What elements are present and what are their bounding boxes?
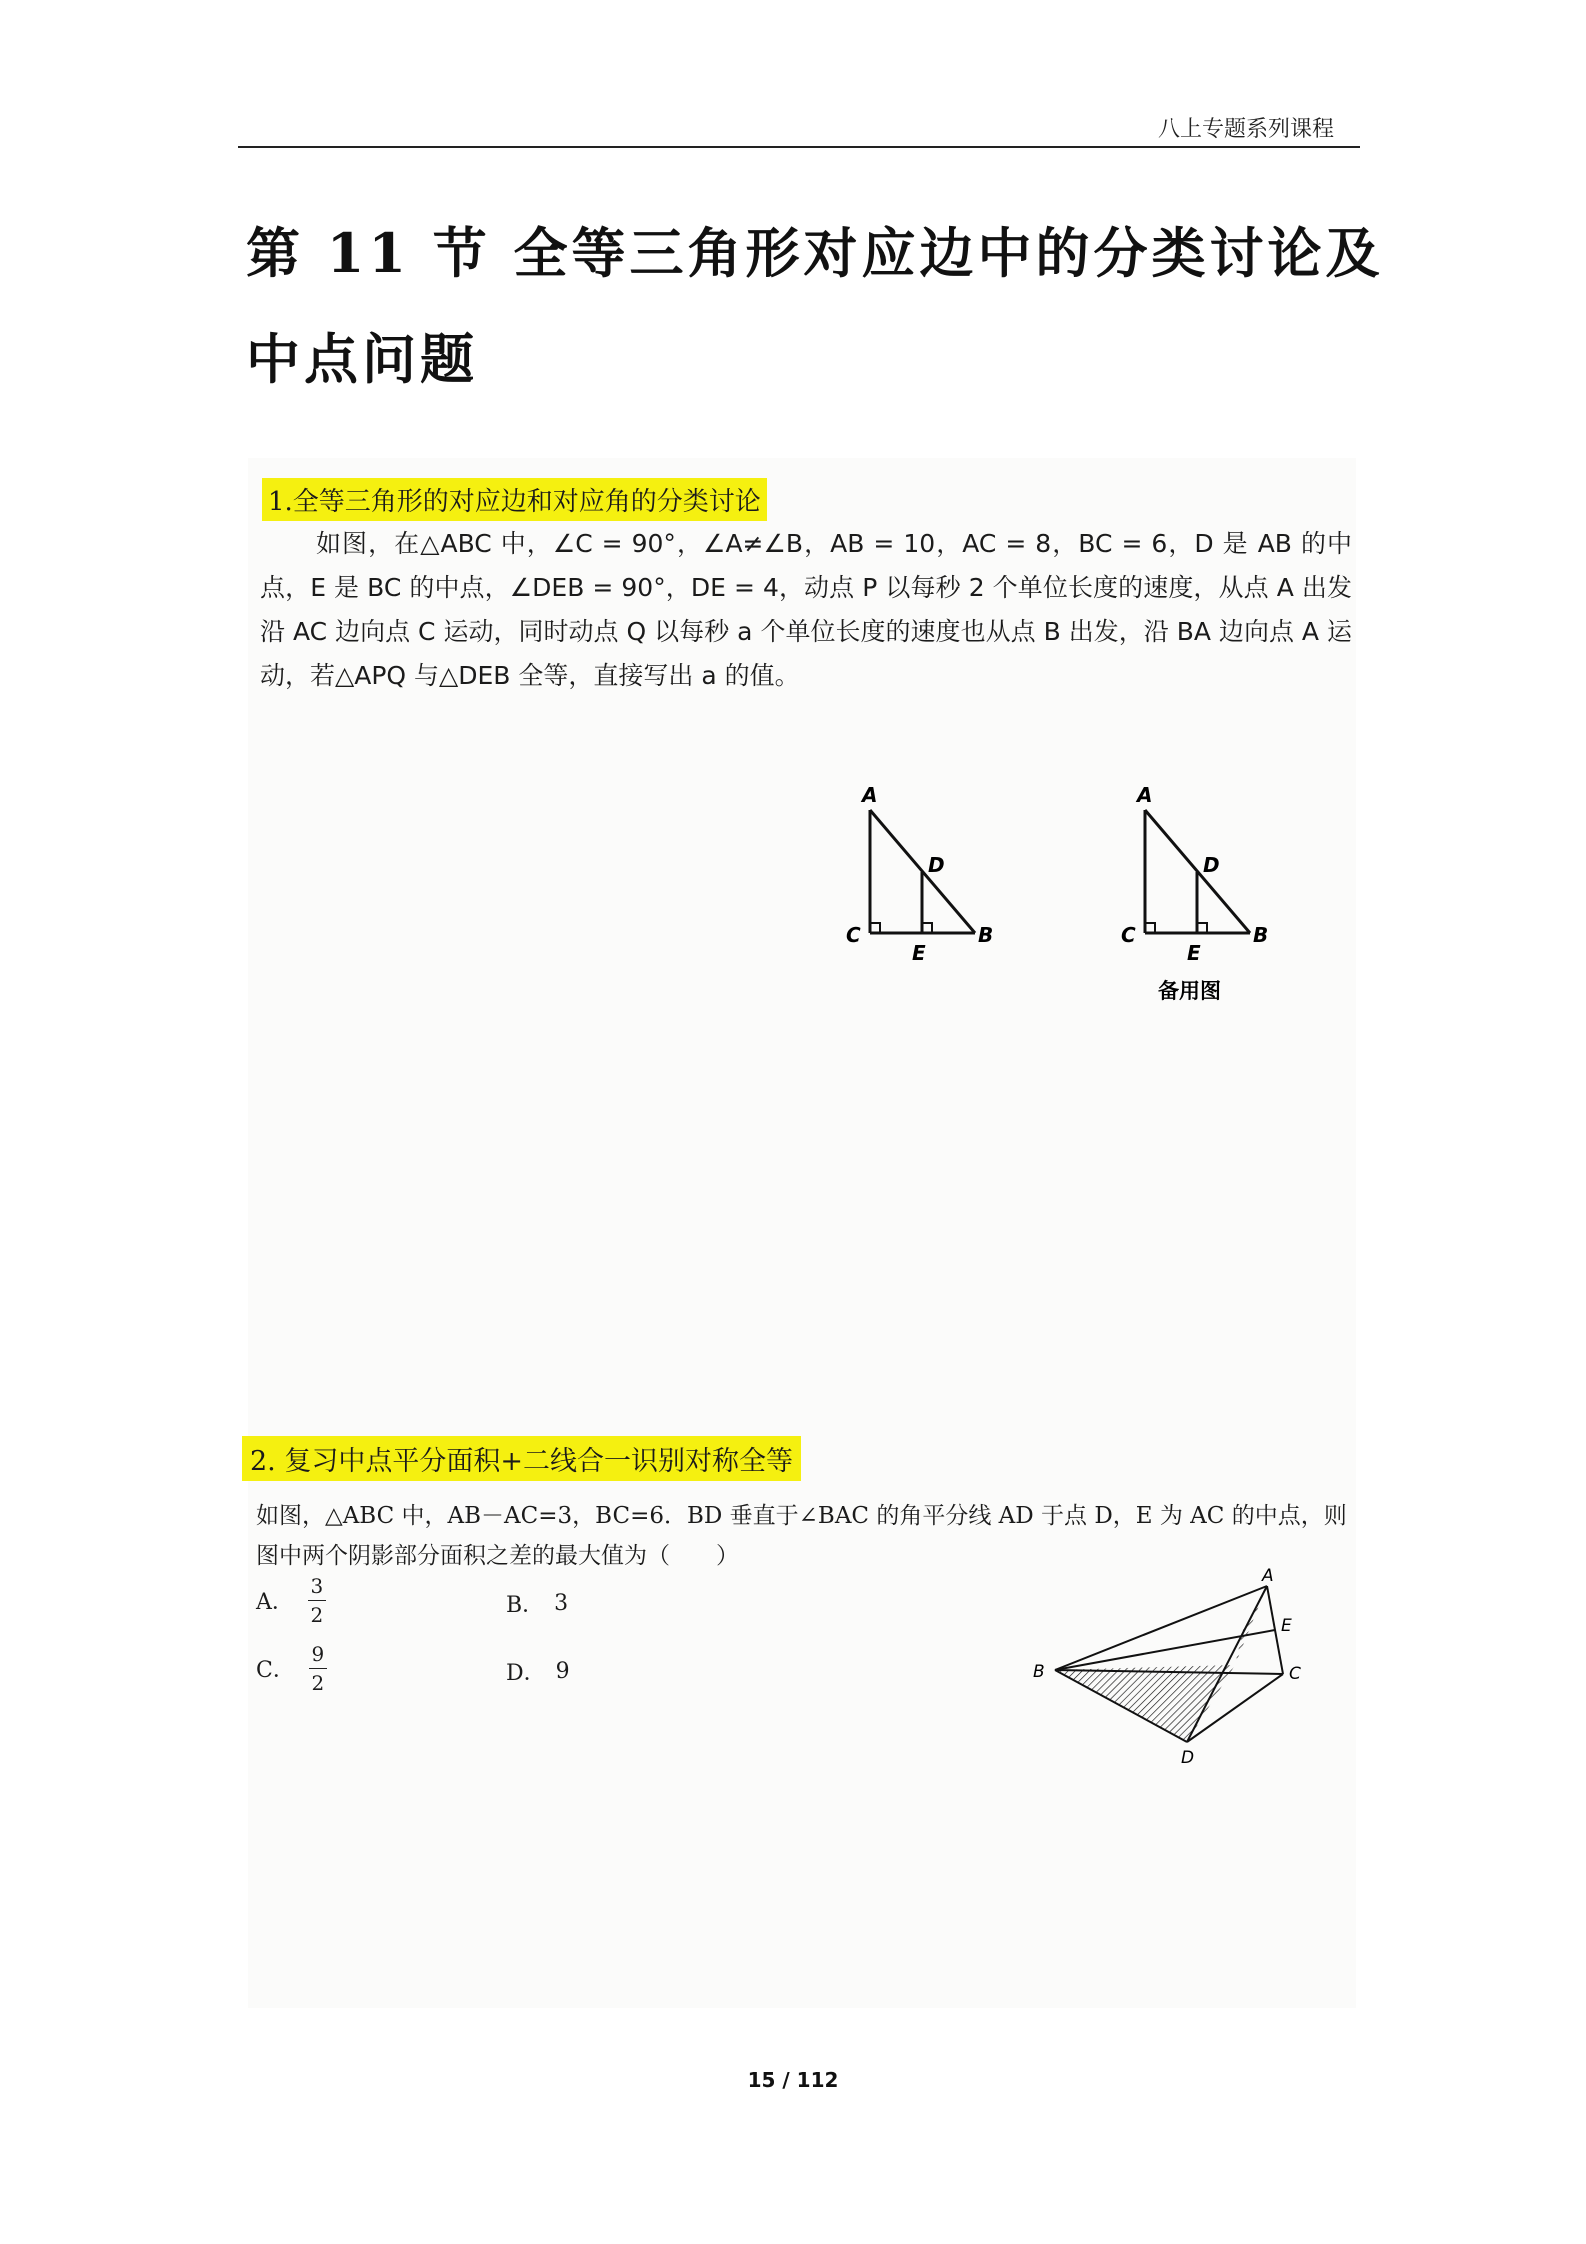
- option-b-value: 3: [554, 1591, 569, 1616]
- option-b-letter: B．: [506, 1593, 545, 1618]
- option-c-letter: C．: [256, 1658, 295, 1683]
- backup-label-b: B: [1253, 923, 1269, 947]
- backup-label-d: D: [1203, 853, 1220, 877]
- label-e: E: [912, 941, 926, 965]
- backup-label-a: A: [1137, 783, 1153, 807]
- segment-be: [1055, 1630, 1275, 1670]
- problem-1-backup-figure: [1115, 780, 1275, 1010]
- option-c-fraction: $\frac{9}{2}$: [309, 1642, 327, 1695]
- segment-ad: [1187, 1586, 1267, 1742]
- segment-ba: [1055, 1586, 1267, 1670]
- header-divider: [238, 146, 1360, 148]
- label-a: A: [862, 783, 878, 807]
- fig2-label-e: E: [1281, 1616, 1292, 1636]
- option-a-letter: A．: [256, 1590, 294, 1615]
- fig2-label-c: C: [1289, 1664, 1301, 1684]
- problem-1-figure: [840, 780, 1000, 980]
- problem-2-text: 如图，△ABC 中，AB－AC=3，BC=6．BD 垂直于∠BAC 的角平分线 AD 于点 D，E 为 AC 的中点，则图中两个阴影部分面积之差的最大值为（ ）: [256, 1503, 1347, 1569]
- backup-label-e: E: [1187, 941, 1201, 965]
- title-line-1: 第 11 节 全等三角形对应边中的分类讨论及: [246, 221, 1384, 285]
- option-a-fraction: $\frac{3}{2}$: [308, 1574, 326, 1627]
- title-line-2: 中点问题: [246, 327, 478, 391]
- backup-label-c: C: [1121, 923, 1136, 947]
- label-d: D: [928, 853, 945, 877]
- label-b: B: [978, 923, 994, 947]
- option-d-letter: D．: [506, 1661, 546, 1686]
- page-title: [246, 200, 1384, 412]
- option-a[interactable]: [256, 1574, 326, 1627]
- series-label: 八上专题系列课程: [1157, 117, 1334, 142]
- label-c: C: [846, 923, 861, 947]
- problem-2-heading: 2. 复习中点平分面积+二线合一识别对称全等: [242, 1436, 801, 1481]
- problem-1-text: 如图，在△ABC 中，∠C = 90°，∠A≠∠B，AB = 10，AC = 8，BC = 6，D 是 AB 的中点，E 是 BC 的中点，∠DEB = 90°，DE = 4，动点 P 以每秒 2 个单位长度的速度，从点 A 出发沿 AC 边向点 C 运动，同时动点 Q 以每秒 a 个单位长度的速度也从点 B 出发，沿 BA 边向点 A 运动，若△APQ 与△DEB 全等，直接写出 a 的值。: [260, 529, 1352, 690]
- option-d-value: 9: [555, 1659, 570, 1684]
- problem-2-figure: [1025, 1565, 1315, 1768]
- page-number: 15 / 112: [747, 2068, 839, 2092]
- option-b[interactable]: [506, 1588, 568, 1619]
- problem-1-heading: 1.全等三角形的对应边和对应角的分类讨论: [262, 478, 767, 521]
- option-c[interactable]: [256, 1642, 327, 1695]
- shaded-region-bdf: [1055, 1665, 1235, 1742]
- fig2-label-d: D: [1181, 1748, 1195, 1768]
- fig2-label-b: B: [1033, 1662, 1045, 1682]
- fig2-label-a: A: [1262, 1566, 1274, 1586]
- backup-figure-caption: 备用图: [1158, 979, 1221, 1003]
- option-d[interactable]: [506, 1656, 570, 1687]
